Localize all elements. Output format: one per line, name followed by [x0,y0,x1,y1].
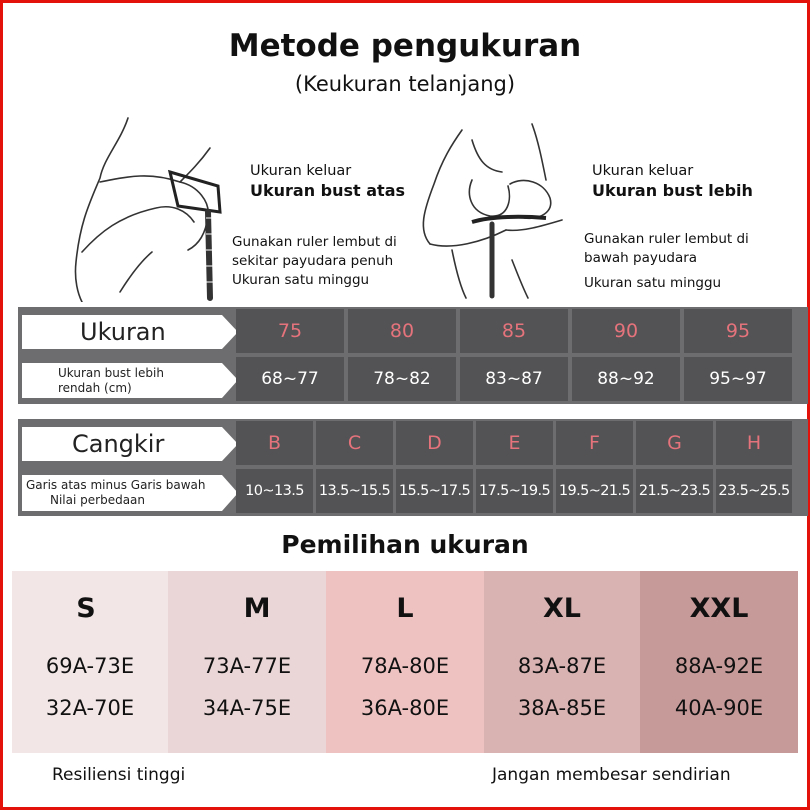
cup-f: F [556,421,633,465]
right-line3: Gunakan ruler lembut di [584,231,749,247]
diff-c: 13.5~15.5 [316,469,393,513]
diff-h: 23.5~25.5 [716,469,792,513]
size-range-1: 88A-92E [674,654,764,678]
page-title: Metode pengukuran [228,28,582,64]
size-75: 75 [236,309,344,353]
left-instruction-heading [250,162,405,202]
cup-label-box [22,427,222,461]
cup-b: B [236,421,313,465]
size-range-1: 69A-73E [45,654,135,678]
size-range-2: 40A-90E [674,696,764,720]
size-85: 85 [460,309,568,353]
left-line2: Ukuran bust atas [250,181,406,200]
size-column-m [168,571,326,753]
right-line2: Ukuran bust lebih [592,181,753,200]
size-range-2: 32A-70E [45,696,135,720]
left-line5: Ukuran satu minggu [232,272,370,288]
selection-title: Pemilihan ukuran [281,530,529,559]
diff-b: 10~13.5 [236,469,313,513]
difference-label-line1: Garis atas minus Garis bawah [26,478,206,492]
diff-g: 21.5~23.5 [636,469,713,513]
right-instruction-body [584,230,749,293]
note-right: Jangan membesar sendirian [492,765,731,785]
size-letter: XXL [689,593,749,624]
cup-d: D [396,421,473,465]
right-instruction-heading [592,162,753,202]
left-line4: sekitar payudara penuh [232,253,394,269]
cup-e: E [476,421,553,465]
underbust-label-line1: Ukuran bust lebih [58,366,164,380]
underbust-label-box [22,363,222,398]
range-95: 95~97 [684,357,792,401]
right-line5: Ukuran satu minggu [584,275,722,291]
difference-label-box [22,475,222,511]
side-bust-measure-illustration [60,112,240,302]
size-column-xxl [640,571,798,753]
underbust-label-line2: rendah (cm) [58,381,132,395]
range-75: 68~77 [236,357,344,401]
cup-table [18,419,808,516]
size-80: 80 [348,309,456,353]
left-instruction-body [232,233,397,290]
cup-h: H [716,421,792,465]
diff-d: 15.5~17.5 [396,469,473,513]
size-column-l [326,571,484,753]
size-range-1: 73A-77E [202,654,292,678]
size-95: 95 [684,309,792,353]
right-line1: Ukuran keluar [592,163,694,179]
right-line4: bawah payudara [584,250,698,266]
size-label-box [22,315,222,349]
range-85: 83~87 [460,357,568,401]
left-line3: Gunakan ruler lembut di [232,234,397,250]
size-letter: XL [542,593,582,624]
size-letter: S [76,593,96,624]
page-subtitle: (Keukuran telanjang) [294,72,516,96]
size-column-xl [484,571,640,753]
diff-e: 17.5~19.5 [476,469,553,513]
size-range-2: 38A-85E [517,696,607,720]
range-80: 78~82 [348,357,456,401]
cup-c: C [316,421,393,465]
cup-label: Cangkir [72,430,165,458]
left-line1: Ukuran keluar [250,163,352,179]
range-90: 88~92 [572,357,680,401]
diff-f: 19.5~21.5 [556,469,633,513]
size-range-2: 34A-75E [202,696,292,720]
front-underbust-measure-illustration [412,120,582,300]
difference-label-line2: Nilai perbedaan [50,493,146,507]
size-range-1: 83A-87E [517,654,607,678]
cup-g: G [636,421,713,465]
size-letter: M [243,593,271,624]
size-letter: L [396,593,414,624]
size-label: Ukuran [80,318,166,346]
size-table [18,307,808,404]
size-range-2: 36A-80E [360,696,450,720]
note-left: Resiliensi tinggi [52,765,186,785]
size-range-1: 78A-80E [360,654,450,678]
size-90: 90 [572,309,680,353]
size-column-s [12,571,168,753]
